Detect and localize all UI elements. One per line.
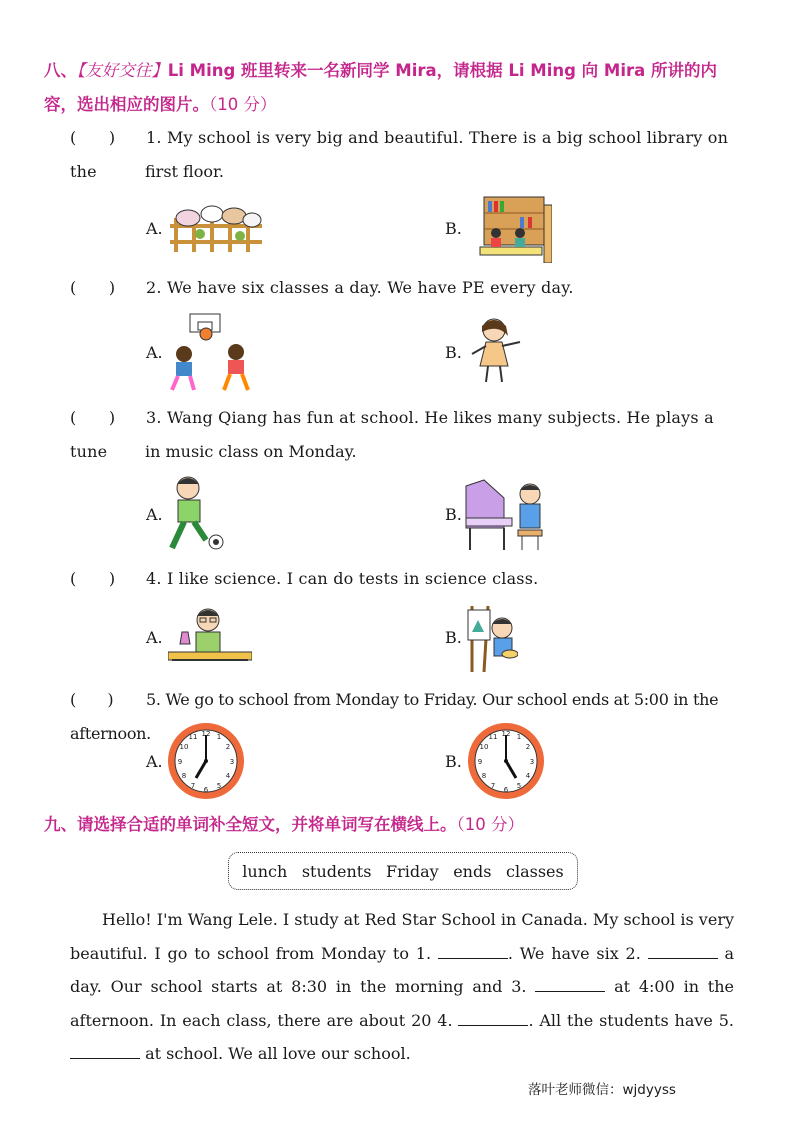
option-b-label[interactable]: B. bbox=[445, 343, 462, 362]
svg-text:6: 6 bbox=[203, 786, 209, 794]
section-8-tag: 【友好交往】 bbox=[77, 61, 168, 80]
answer-bracket[interactable]: ( ) bbox=[70, 128, 116, 147]
passage-text: a day. Our school starts at 8:30 in the morning and 3. bbox=[70, 943, 734, 997]
farm-animals-picture[interactable] bbox=[170, 204, 262, 254]
section-9-title-text: 九、请选择合适的单词补全短文，并将单词写在横线上。 bbox=[44, 815, 457, 834]
clock-five-picture[interactable] bbox=[466, 721, 546, 801]
passage-text: Hello! I'm Wang Lele. I study at Red Star School in Canada. My school is very beautiful. I go to school from Monday to 1. bbox=[70, 910, 734, 963]
svg-text:1: 1 bbox=[516, 733, 522, 741]
svg-text:6: 6 bbox=[503, 786, 509, 794]
question-text: 1. My school is very big and beautiful. There is a big school library on the bbox=[70, 128, 729, 181]
svg-text:10: 10 bbox=[179, 743, 189, 751]
question-3-cont: in music class on Monday. bbox=[145, 442, 357, 461]
answer-bracket[interactable]: ( ) bbox=[70, 690, 114, 709]
word-bank-item: Friday bbox=[385, 861, 439, 881]
passage-text: at school. We all love our school. bbox=[140, 1044, 411, 1064]
section-8-title-main: Li Ming 班里转来一名新同学 Mira，请根据 Li Ming 向 Mira 所讲的内 bbox=[167, 61, 718, 80]
section-8-number: 八、 bbox=[44, 61, 77, 80]
svg-text:12: 12 bbox=[501, 730, 511, 738]
word-bank-item: ends bbox=[453, 861, 492, 881]
answer-bracket[interactable]: ( ) bbox=[70, 278, 116, 297]
svg-text:11: 11 bbox=[188, 733, 198, 741]
passage-text: . All the students have 5. bbox=[528, 1010, 735, 1030]
svg-text:9: 9 bbox=[477, 758, 483, 766]
basketball-picture[interactable] bbox=[166, 312, 256, 394]
dancing-girl-picture[interactable] bbox=[468, 316, 524, 386]
word-bank bbox=[228, 852, 578, 890]
section-8-title-cont: 容，选出相应的图片。 bbox=[44, 95, 209, 114]
question-4 bbox=[70, 562, 740, 596]
svg-text:7: 7 bbox=[190, 782, 196, 790]
svg-text:2: 2 bbox=[525, 743, 531, 751]
option-b-label[interactable]: B. bbox=[445, 628, 462, 647]
svg-text:8: 8 bbox=[181, 772, 187, 780]
svg-text:3: 3 bbox=[229, 758, 235, 766]
svg-text:11: 11 bbox=[488, 733, 498, 741]
blank-1[interactable] bbox=[438, 944, 508, 959]
question-text: 3. Wang Qiang has fun at school. He likes many subjects. He plays a tune bbox=[70, 408, 714, 461]
svg-text:8: 8 bbox=[481, 772, 487, 780]
svg-text:5: 5 bbox=[216, 782, 222, 790]
blank-2[interactable] bbox=[648, 944, 718, 959]
answer-bracket[interactable]: ( ) bbox=[70, 408, 116, 427]
science-test-picture[interactable] bbox=[168, 604, 252, 666]
svg-text:5: 5 bbox=[516, 782, 522, 790]
answer-bracket[interactable]: ( ) bbox=[70, 569, 116, 588]
svg-text:2: 2 bbox=[225, 743, 231, 751]
svg-text:3: 3 bbox=[529, 758, 535, 766]
option-b-label[interactable]: B. bbox=[445, 505, 462, 524]
svg-text:1: 1 bbox=[216, 733, 222, 741]
section-8-score: （10 分） bbox=[209, 95, 277, 114]
option-b-label[interactable]: B. bbox=[445, 752, 462, 771]
svg-text:9: 9 bbox=[177, 758, 183, 766]
passage-text: at 4:00 in the afternoon. In each class, there are about 20 4. bbox=[70, 977, 735, 1030]
section-8-title bbox=[44, 54, 764, 88]
svg-text:10: 10 bbox=[479, 743, 489, 751]
option-a-label[interactable]: A. bbox=[146, 752, 163, 771]
clock-seven-picture[interactable] bbox=[166, 721, 246, 801]
question-2 bbox=[70, 271, 740, 305]
cloze-passage bbox=[70, 903, 734, 1071]
section-9-score: （10 分） bbox=[456, 815, 524, 834]
piano-boy-picture[interactable] bbox=[464, 478, 546, 552]
question-text: 2. We have six classes a day. We have PE every day. bbox=[146, 278, 574, 297]
section-9-title bbox=[44, 808, 764, 842]
option-a-label[interactable]: A. bbox=[146, 219, 163, 238]
option-a-label[interactable]: A. bbox=[146, 628, 163, 647]
option-a-label[interactable]: A. bbox=[146, 505, 163, 524]
word-bank-item: lunch bbox=[242, 861, 288, 881]
passage-text: . We have six 2. bbox=[507, 943, 648, 963]
blank-5[interactable] bbox=[70, 1044, 140, 1059]
question-text: 5. We go to school from Monday to Friday. Our school ends at 5:00 in the afternoon. bbox=[70, 690, 719, 743]
svg-text:12: 12 bbox=[201, 730, 211, 738]
blank-4[interactable] bbox=[458, 1011, 528, 1026]
section-8-title-line2 bbox=[44, 88, 764, 122]
football-boy-picture[interactable] bbox=[166, 474, 226, 554]
footer-watermark: 落叶老师微信：wjdyyss bbox=[528, 1082, 676, 1098]
svg-text:7: 7 bbox=[490, 782, 496, 790]
question-1-cont: first floor. bbox=[145, 162, 224, 181]
option-b-label[interactable]: B. bbox=[445, 219, 462, 238]
svg-text:4: 4 bbox=[525, 772, 531, 780]
svg-text:4: 4 bbox=[225, 772, 231, 780]
question-text: 4. I like science. I can do tests in science class. bbox=[146, 569, 539, 588]
word-bank-item: students bbox=[301, 861, 372, 881]
painting-boy-picture[interactable] bbox=[466, 602, 518, 674]
blank-3[interactable] bbox=[535, 977, 605, 992]
library-picture[interactable] bbox=[470, 195, 552, 263]
word-bank-item: classes bbox=[505, 861, 564, 881]
option-a-label[interactable]: A. bbox=[146, 343, 163, 362]
